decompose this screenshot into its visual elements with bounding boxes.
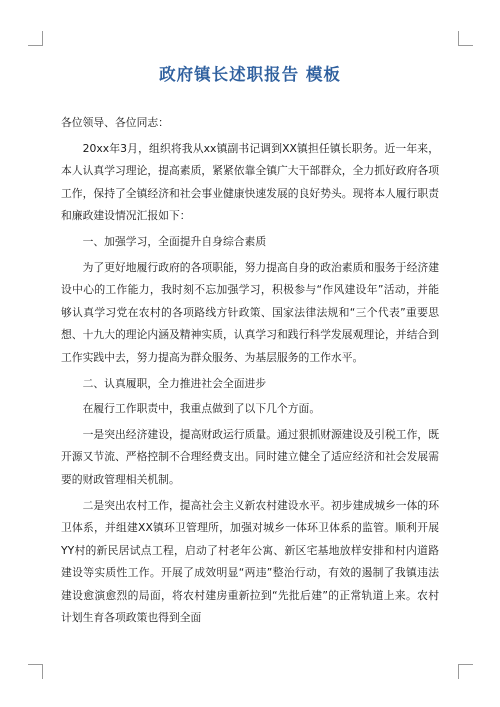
document-body <box>61 112 439 633</box>
paragraph-duties: 在履行工作职责中，我重点做到了以下几个方面。 <box>82 402 321 416</box>
paragraph-rural: 二是突出农村工作，提高社会主义新农村建设水平。初步建成城乡一体的环卫体系，并组建XX镇环卫管理所，加强对城乡一体环卫体系的监管。顺利开展YY村的新民居试点工程，启动了村老年公寓、新区宅基地放样安排和村内道路建设等实质性工作。开展了成效明显“两违”整治行动，有效的遏制了我镇违法建设愈演愈烈的局面，将农村建房重新拉到“先批后建”的正常轨道上来。农村计划生育各项政策也得到全面 <box>61 498 439 625</box>
document-title: 政府镇长述职报告 模板 <box>159 65 341 84</box>
paragraph-economy: 一是突出经济建设，提高财政运行质量。通过狠抓财源建设及引税工作，既开源又节流、严格控制不合理经费支出。同时建立健全了适应经济和社会发展需要的财政管理相关机制。 <box>61 427 439 486</box>
paragraph-study: 为了更好地履行政府的各项职能，努力提高自身的政治素质和服务于经济建设中心的工作能力，我时刻不忘加强学习，积极参与“作风建设年”活动，并能够认真学习党在农村的各项路线方针政策、国家法律法规和“三个代表”重要思想、十九大的理论内涵及精神实质，认真学习和践行科学发展观理论，并结合到工作实践中去，努力提高为群众服务、为基层服务的工作水平。 <box>61 260 439 364</box>
crop-mark-bottom-left <box>28 664 43 679</box>
section-heading-1: 一、加强学习，全面提升自身综合素质 <box>82 234 267 248</box>
crop-mark-top-right <box>458 31 473 46</box>
crop-mark-top-left <box>28 31 43 46</box>
salutation: 各位领导、各位同志： <box>61 116 169 129</box>
paragraph-intro: 20xx年3月，组织将我从xx镇副书记调到XX镇担任镇长职务。近一年来，本人认真学习理论，提高素质，紧紧依靠全镇广大干部群众，全力抓好政府各项工作，保持了全镇经济和社会事业健康快速发展的良好势头。现将本人履行职责和廉政建设情况汇报如下： <box>61 141 439 223</box>
crop-mark-bottom-right <box>458 664 473 679</box>
section-heading-2: 二、认真履职，全力推进社会全面进步 <box>82 376 267 390</box>
